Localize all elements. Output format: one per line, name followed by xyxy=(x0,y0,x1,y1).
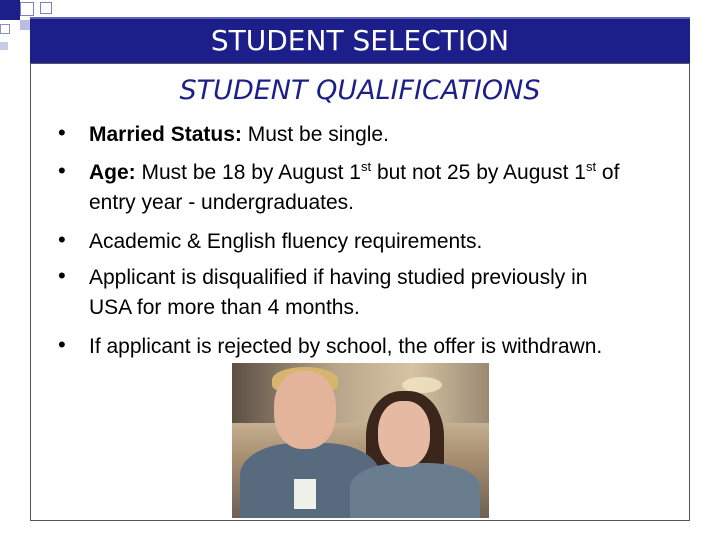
bullet-marker: • xyxy=(58,332,66,357)
bullet-body: Must be 18 by August 1 xyxy=(135,161,361,184)
bullet-label: Married Status: xyxy=(89,123,242,146)
bullet-text: Academic & English fluency requirements. xyxy=(89,230,483,253)
bullet-marker: • xyxy=(58,263,66,288)
bullet-text: If applicant is rejected by school, the offer is withdrawn. xyxy=(89,335,603,358)
bullet-text xyxy=(89,120,629,150)
bullet-label: Age: xyxy=(89,161,136,184)
slide-subtitle: STUDENT QUALIFICATIONS xyxy=(179,75,541,106)
bullet-marker: • xyxy=(58,158,66,183)
students-photo xyxy=(232,363,489,518)
ordinal-suffix: st xyxy=(585,159,597,174)
slide-title: STUDENT SELECTION xyxy=(30,17,690,63)
bullet-body: of entry year - undergraduates. xyxy=(89,161,620,214)
bullet-body: Must be single. xyxy=(241,123,389,146)
bullet-marker: • xyxy=(58,120,66,145)
name-tag xyxy=(294,479,316,509)
bullet-text: Applicant is disqualified if having studied previously in USA for more than 4 months. xyxy=(89,266,588,319)
bullet-marker: • xyxy=(58,227,66,252)
ordinal-suffix: st xyxy=(360,159,372,174)
bullet-text xyxy=(89,158,629,218)
bullet-body: but not 25 by August 1 xyxy=(371,161,586,184)
